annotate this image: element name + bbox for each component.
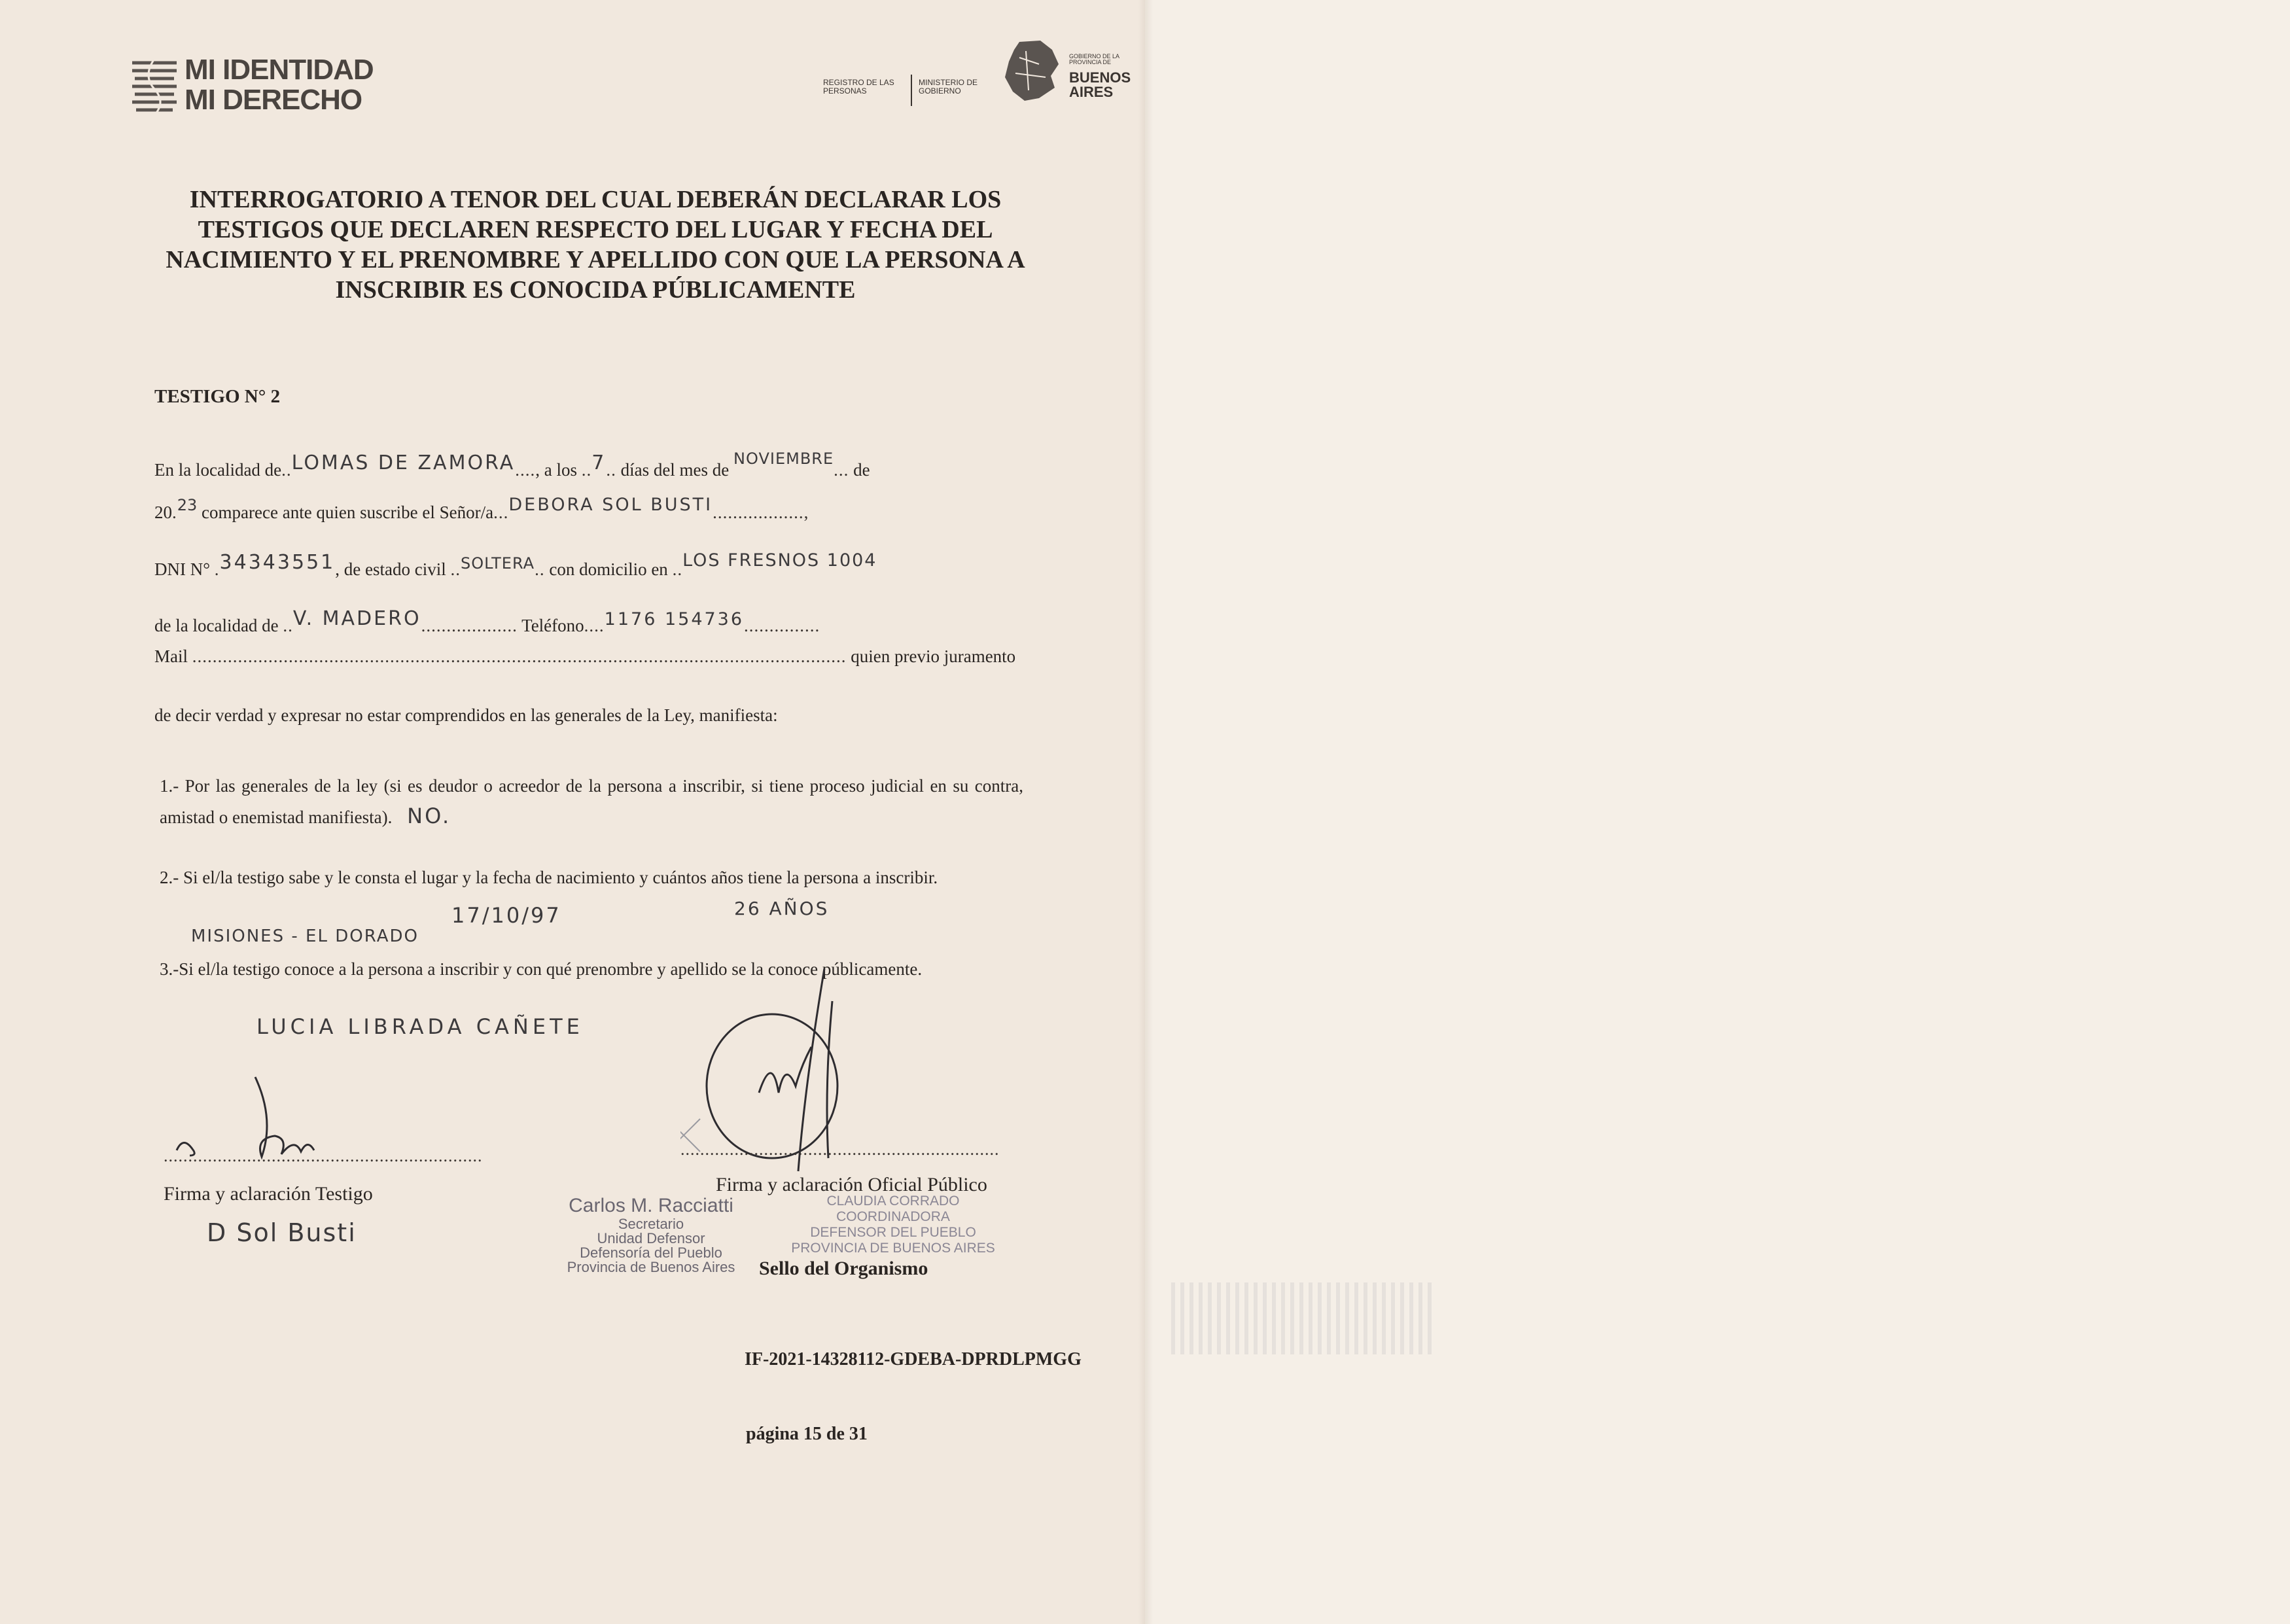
domicilio-value: LOS FRESNOS 1004 [682, 550, 877, 571]
form-line-dni: DNI N° .34343551, de estado civil ..SOLTERA.. con domicilio en ..LOS FRESNOS 1004 [154, 550, 877, 579]
localidad2-value: V. MADERO [292, 607, 421, 630]
telefono-value: 1176 154736 [604, 609, 745, 629]
logo-wordmark [185, 55, 374, 115]
dni-value: 34343551 [219, 551, 336, 574]
telefono-label: Teléfono [521, 616, 584, 635]
question-2-answer-date: 17/10/97 [451, 903, 561, 928]
stamp1-unit: Unidad Defensor [597, 1230, 705, 1246]
buenos-aires-label: BUENOS AIRES [1069, 69, 1131, 100]
stamp2-province: PROVINCIA DE BUENOS AIRES [791, 1241, 995, 1256]
estado-civil-value: SOLTERA [460, 554, 535, 573]
stamp1-province: Provincia de Buenos Aires [567, 1259, 735, 1275]
header-divider [911, 75, 912, 106]
stamp-racciatti [543, 1195, 759, 1275]
stamp1-name: Carlos M. Racciatti [569, 1195, 733, 1216]
decir-verdad-line: de decir verdad y expresar no estar comprendidos en las generales de la Ley, manifiesta: [154, 705, 778, 725]
comparece-label: comparece ante quien suscribe el Señor/a [202, 503, 494, 522]
stamp-corrado [779, 1193, 1008, 1256]
question-2-answer-place: MISIONES - EL DORADO [191, 927, 419, 946]
stamp2-office: DEFENSOR DEL PUEBLO [810, 1225, 976, 1240]
oficial-signature-line: ................................................................. [680, 1140, 1000, 1159]
testigo-heading: TESTIGO N° 2 [154, 386, 281, 407]
form-line-localidad2: de la localidad de ..V. MADERO................... Teléfono....1176 154736............... [154, 607, 820, 635]
question-3-answer: LUCIA LIBRADA CAÑETE [256, 1014, 584, 1039]
fingerprint-logo-icon [128, 56, 181, 116]
testigo-signature-line: ................................................................. [164, 1146, 483, 1165]
question-2-answer-age: 26 AÑOS [734, 898, 830, 919]
mail-label: Mail [154, 646, 188, 666]
dni-label: DNI N° [154, 559, 211, 579]
mes-value: NOVIEMBRE [733, 450, 834, 468]
a-los-label: , a los [535, 460, 577, 480]
ministerio-label: MINISTERIO DE GOBIERNO [919, 78, 978, 96]
nombre-value: DEBORA SOL BUSTI [508, 495, 713, 515]
testigo-aclaracion: D Sol Busti [207, 1218, 357, 1247]
stamp1-role: Secretario [618, 1216, 684, 1232]
juramento-label: quien previo juramento [851, 646, 1016, 666]
question-3 [160, 954, 1023, 984]
de-label: de [853, 460, 870, 480]
document-id: IF-2021-14328112-GDEBA-DPRDLPMGG [745, 1349, 1082, 1369]
page-title: INTERROGATORIO A TENOR DEL CUAL DEBERÁN DECLARAR LOS TESTIGOS QUE DECLAREN RESPECTO DEL LUGAR Y FECHA DEL NACIMIENTO Y EL PRENOMBRE Y APELLIDO CON QUE LA PERSONA A INSCRIBIR ES CONOCIDA PÚBLICAMENTE [166, 186, 1025, 304]
question-2-text: 2.- Si el/la testigo sabe y le consta el lugar y la fecha de nacimiento y cuántos años tiene la persona a inscribir. [160, 868, 938, 887]
year-value: 23 [177, 496, 198, 514]
localidad-label: En la localidad de [154, 460, 282, 480]
bleed-through-mark [1171, 1282, 1433, 1354]
estado-civil-label: , de estado civil [335, 559, 446, 579]
right-page-blank [1145, 0, 2290, 1624]
oficial-signature-label: Firma y aclaración Oficial Público [716, 1174, 987, 1195]
dia-value: 7 [591, 451, 607, 474]
question-1-answer: NO. [407, 803, 451, 828]
page-fold [1138, 0, 1153, 1624]
stamp1-office: Defensoría del Pueblo [580, 1244, 722, 1261]
province-map-icon [1000, 38, 1063, 103]
testigo-signature-label: Firma y aclaración Testigo [164, 1183, 373, 1205]
dias-mes-label: días del mes de [620, 460, 730, 480]
sello-label: Sello del Organismo [759, 1258, 928, 1279]
form-line-comparece: 20.23 comparece ante quien suscribe el Señor/a...DEBORA SOL BUSTI.................., [154, 495, 809, 522]
stamp2-name: CLAUDIA CORRADO [826, 1193, 960, 1209]
registro-label: REGISTRO DE LAS PERSONAS [823, 78, 894, 96]
question-3-text: 3.-Si el/la testigo conoce a la persona a inscribir y con qué prenombre y apellido se la conoce públicamente. [160, 959, 923, 979]
question-1-text: 1.- Por las generales de la ley (si es deudor o acreedor de la persona a inscribir, si tiene proceso judicial en su contra, amistad o enemistad manifiesta). [160, 776, 1023, 827]
logo-line2: MI DERECHO [185, 84, 362, 116]
localidad2-label: de la localidad de [154, 616, 279, 635]
gobierno-label: GOBIERNO DE LA PROVINCIA DE [1069, 53, 1119, 65]
stamp2-role: COORDINADORA [836, 1209, 950, 1224]
form-line-localidad: En la localidad de..LOMAS DE ZAMORA...., a los ..7.. días del mes de NOVIEMBRE... de [154, 450, 870, 480]
domicilio-label: con domicilio en [549, 559, 668, 579]
question-1 [160, 771, 1023, 832]
localidad-value: LOMAS DE ZAMORA [291, 451, 516, 474]
logo-line1: MI IDENTIDAD [185, 54, 374, 86]
page-number: página 15 de 31 [746, 1424, 868, 1444]
form-line-mail: Mail ................................................................................................................................. quien previo juramento [154, 646, 1016, 666]
question-2 [160, 862, 1023, 892]
year-prefix: 20 [154, 503, 172, 522]
